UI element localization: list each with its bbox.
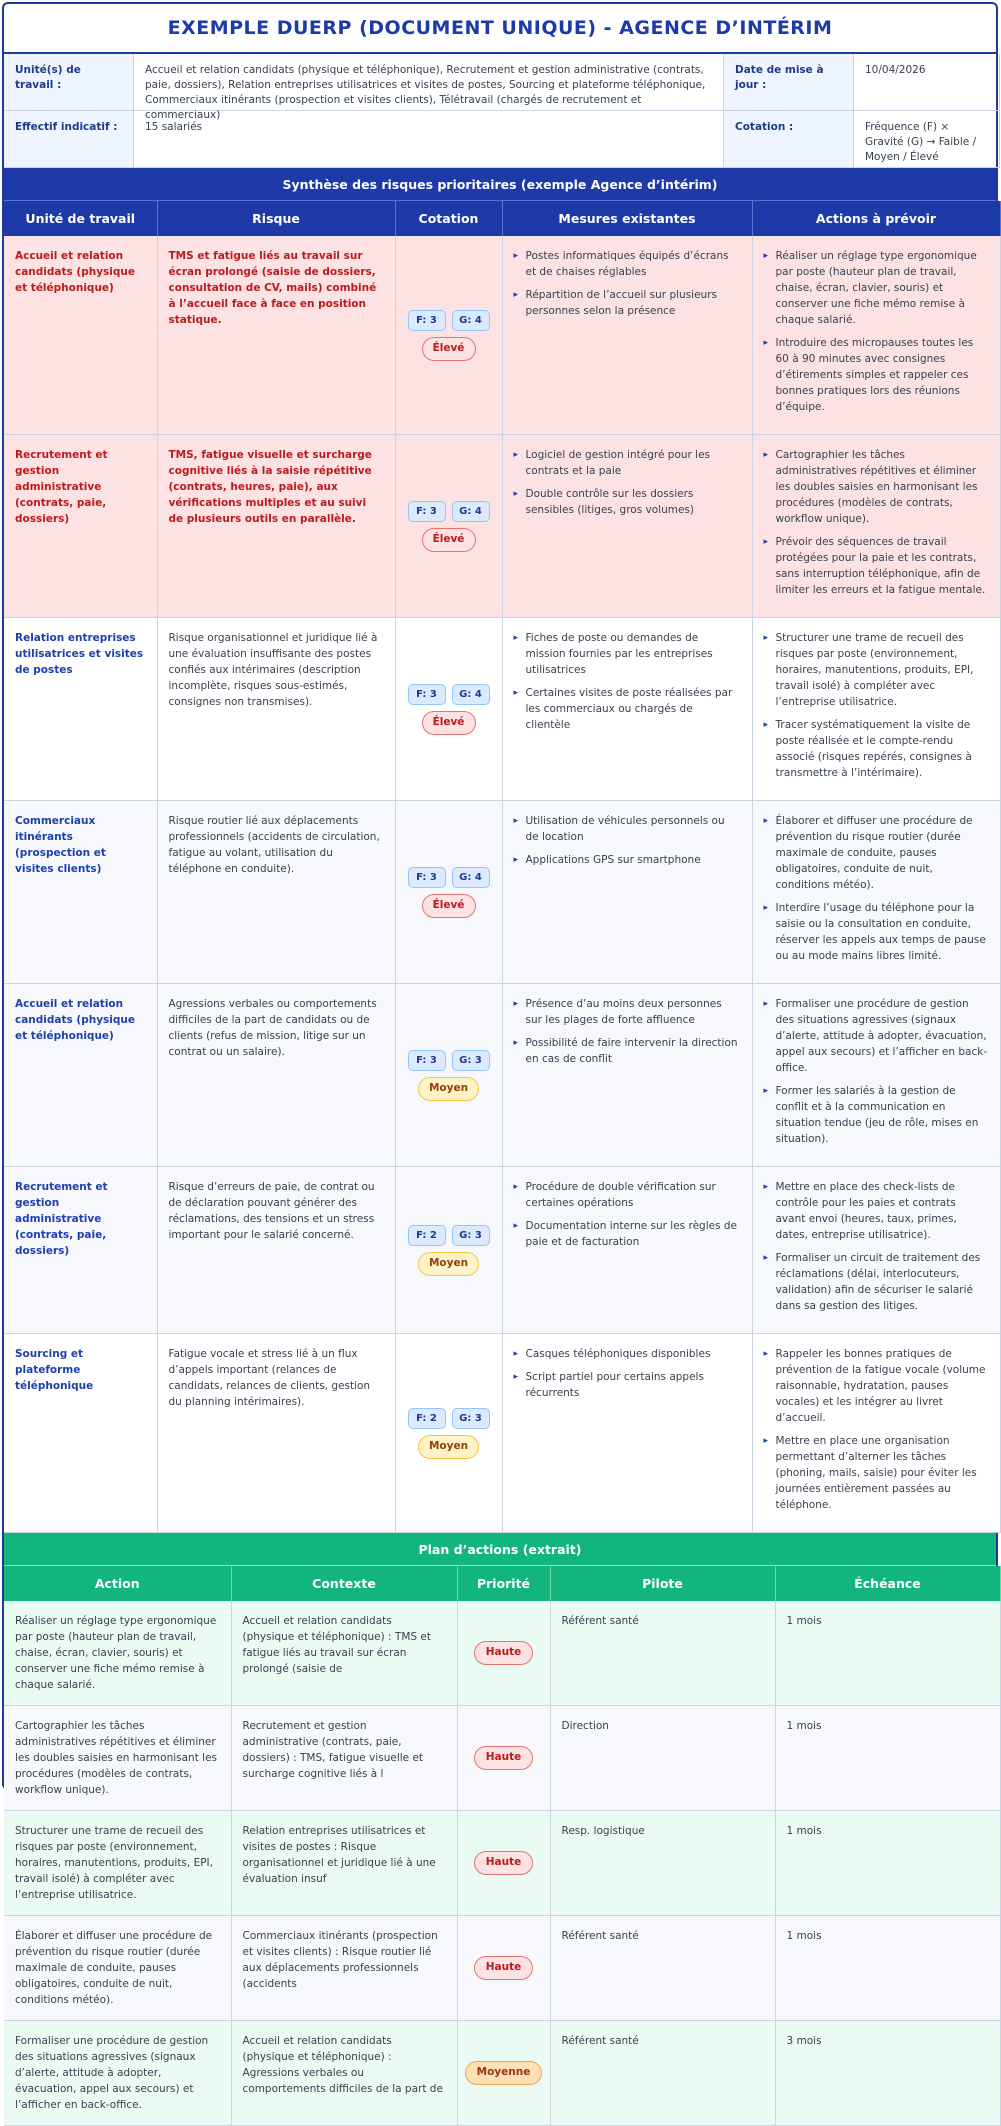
actions-list bbox=[764, 996, 989, 1147]
action-row bbox=[4, 1811, 1000, 1916]
cotation-value: Fréquence (F) × Gravité (G) → Faible / Moyen / Élevé bbox=[854, 111, 1000, 168]
risks-table bbox=[4, 201, 1001, 1533]
priority-badge: Moyenne bbox=[465, 2061, 543, 2085]
cotation-chips bbox=[402, 684, 496, 705]
action-row bbox=[4, 2021, 1000, 2126]
measure-item: ▸ Procédure de double vérification sur certaines opérations bbox=[514, 1179, 741, 1211]
action-cell: Élaborer et diffuser une procédure de prévention du risque routier (durée maximale de conduite, pauses obligatoires, conduite de nuit, conditions météo). bbox=[4, 1916, 231, 2021]
measure-item: ▸ Possibilité de faire intervenir la direction en cas de conflit bbox=[514, 1035, 741, 1067]
action-item: ▸ Structurer une trame de recueil des risques par poste (environnement, horaires, manutentions, produits, EPI, travail isolé) à compléter avec l’entreprise utilisatrice. bbox=[764, 630, 989, 710]
actions-cell bbox=[752, 236, 1000, 435]
measures-cell bbox=[502, 435, 752, 618]
actions-cell bbox=[752, 984, 1000, 1167]
measures-list bbox=[514, 248, 741, 319]
frequency-chip: F: 3 bbox=[408, 867, 446, 888]
measures-list bbox=[514, 996, 741, 1067]
column-header: Unité de travail bbox=[4, 201, 157, 236]
cotation-cell bbox=[395, 801, 502, 984]
risk-text: TMS, fatigue visuelle et surcharge cognitive liés à la saisie répétitive (contrats, heures, paie), aux vérifications multiples et au suivi de plusieurs outils en parallèle. bbox=[168, 449, 372, 525]
frequency-chip: F: 2 bbox=[408, 1225, 446, 1246]
unit-cell bbox=[4, 1167, 157, 1334]
unit-text: Accueil et relation candidats (physique et téléphonique) bbox=[15, 250, 136, 294]
frequency-chip: F: 3 bbox=[408, 684, 446, 705]
unit-cell bbox=[4, 801, 157, 984]
measure-item: ▸ Double contrôle sur les dossiers sensibles (litiges, gros volumes) bbox=[514, 486, 741, 518]
action-row bbox=[4, 1601, 1000, 1706]
gravity-chip: G: 4 bbox=[452, 684, 490, 705]
unit-text: Recrutement et gestion administrative (contrats, paie, dossiers) bbox=[15, 449, 108, 525]
risk-cell bbox=[157, 984, 395, 1167]
action-item: ▸ Élaborer et diffuser une procédure de prévention du risque routier (durée maximale de conduite, pauses obligatoires, conduite de nuit, conditions météo). bbox=[764, 813, 989, 893]
measure-item: ▸ Postes informatiques équipés d’écrans et de chaises réglables bbox=[514, 248, 741, 280]
risk-row bbox=[4, 618, 1000, 801]
due-cell: 1 mois bbox=[775, 1706, 1000, 1811]
action-cell: Structurer une trame de recueil des risques par poste (environnement, horaires, manutentions, produits, EPI, travail isolé) à compléter avec l’entreprise utilisatrice. bbox=[4, 1811, 231, 1916]
actions-list bbox=[764, 447, 989, 598]
risk-row bbox=[4, 1167, 1000, 1334]
action-item: ▸ Cartographier les tâches administratives répétitives et éliminer les doubles saisies en harmonisant les procédures (modèles de contrats, workflow unique). bbox=[764, 447, 989, 527]
risk-text: Fatigue vocale et stress lié à un flux d’appels important (relances de candidats, relances de clients, gestion du planning intérimaires). bbox=[168, 1348, 371, 1408]
actions-cell bbox=[752, 801, 1000, 984]
pilot-cell: Référent santé bbox=[550, 1601, 775, 1706]
risk-level-badge: Élevé bbox=[422, 337, 476, 361]
cotation-cell bbox=[395, 435, 502, 618]
gravity-chip: G: 3 bbox=[452, 1408, 490, 1429]
measures-cell bbox=[502, 236, 752, 435]
units-label: Unité(s) de travail : bbox=[4, 54, 134, 111]
due-cell: 3 mois bbox=[775, 2021, 1000, 2126]
column-header: Risque bbox=[157, 201, 395, 236]
cotation-cell bbox=[395, 618, 502, 801]
measures-list bbox=[514, 813, 741, 868]
risk-row bbox=[4, 435, 1000, 618]
action-item: ▸ Formaliser un circuit de traitement des réclamations (délai, interlocuteurs, validation) afin de sécuriser le salarié dans sa gestion des litiges. bbox=[764, 1250, 989, 1314]
action-item: ▸ Réaliser un réglage type ergonomique par poste (hauteur plan de travail, chaise, écran, clavier, souris) et conserver une fiche mémo remise à chaque salarié. bbox=[764, 248, 989, 328]
unit-text: Sourcing et plateforme téléphonique bbox=[15, 1348, 94, 1392]
actions-list bbox=[764, 1346, 989, 1513]
measure-item: ▸ Documentation interne sur les règles de paie et de facturation bbox=[514, 1218, 741, 1250]
units-value: Accueil et relation candidats (physique et téléphonique), Recrutement et gestion administrative (contrats, paie, dossiers), Relation entreprises utilisatrices et visites de postes, Sourcing et plateforme téléphonique, Commerciaux itinérants (prospection et visites clients), Télétravail (chargés de recrutement et commerciaux) bbox=[134, 54, 724, 111]
actions-table-header bbox=[4, 1566, 1000, 1601]
risk-level-badge: Moyen bbox=[418, 1077, 479, 1101]
context-cell: Relation entreprises utilisatrices et visites de postes : Risque organisationnel et juridique lié à une évaluation insuf bbox=[231, 1811, 457, 1916]
cotation-chips bbox=[402, 310, 496, 331]
actions-list bbox=[764, 813, 989, 964]
unit-text: Commerciaux itinérants (prospection et visites clients) bbox=[15, 815, 106, 875]
cotation-chips bbox=[402, 1050, 496, 1071]
action-item: ▸ Former les salariés à la gestion de conflit et à la communication en situation tendue (jeu de rôle, mises en situation). bbox=[764, 1083, 989, 1147]
actions-section-title: Plan d’actions (extrait) bbox=[4, 1533, 996, 1566]
measure-item: ▸ Script partiel pour certains appels récurrents bbox=[514, 1369, 741, 1401]
risk-row bbox=[4, 801, 1000, 984]
frequency-chip: F: 3 bbox=[408, 501, 446, 522]
cotation-chips bbox=[402, 1408, 496, 1429]
context-cell: Accueil et relation candidats (physique et téléphonique) : Agressions verbales ou comportements difficiles de la part de bbox=[231, 2021, 457, 2126]
priority-badge: Haute bbox=[474, 1641, 534, 1665]
frequency-chip: F: 3 bbox=[408, 1050, 446, 1071]
risk-text: TMS et fatigue liés au travail sur écran prolongé (saisie de dossiers, consultation de CV, mails) combiné à l’accueil face à face en position statique. bbox=[168, 250, 377, 326]
column-header: Cotation bbox=[395, 201, 502, 236]
gravity-chip: G: 3 bbox=[452, 1225, 490, 1246]
measures-cell bbox=[502, 1334, 752, 1533]
actions-list bbox=[764, 1179, 989, 1314]
risks-table-header bbox=[4, 201, 1000, 236]
actions-cell bbox=[752, 618, 1000, 801]
measure-item: ▸ Présence d’au moins deux personnes sur les plages de forte affluence bbox=[514, 996, 741, 1028]
measure-item: ▸ Applications GPS sur smartphone bbox=[514, 852, 741, 868]
context-cell: Recrutement et gestion administrative (contrats, paie, dossiers) : TMS, fatigue visuelle et surcharge cognitive liés à l bbox=[231, 1706, 457, 1811]
action-item: ▸ Rappeler les bonnes pratiques de prévention de la fatigue vocale (volume raisonnable, hydratation, pauses vocales) et les intégrer au livret d’accueil. bbox=[764, 1346, 989, 1426]
pilot-cell: Référent santé bbox=[550, 2021, 775, 2126]
risk-text: Risque organisationnel et juridique lié à une évaluation insuffisante des postes confiés aux intérimaires (description incomplète, risques sous-estimés, consignes non transmises). bbox=[168, 632, 378, 708]
risk-text: Agressions verbales ou comportements difficiles de la part de candidats ou de clients (refus de mission, litige sur un contrat ou un salaire). bbox=[168, 998, 377, 1058]
actions-list bbox=[764, 630, 989, 781]
measures-cell bbox=[502, 1167, 752, 1334]
gravity-chip: G: 4 bbox=[452, 501, 490, 522]
gravity-chip: G: 4 bbox=[452, 867, 490, 888]
action-cell: Réaliser un réglage type ergonomique par poste (hauteur plan de travail, chaise, écran, clavier, souris) et conserver une fiche mémo remise à chaque salarié. bbox=[4, 1601, 231, 1706]
actions-table bbox=[4, 1566, 1001, 2126]
column-header: Pilote bbox=[550, 1566, 775, 1601]
duerp-document bbox=[2, 2, 998, 2111]
risk-cell bbox=[157, 236, 395, 435]
measure-item: ▸ Logiciel de gestion intégré pour les contrats et la paie bbox=[514, 447, 741, 479]
info-block bbox=[4, 54, 996, 168]
measures-list bbox=[514, 1346, 741, 1401]
measure-item: ▸ Certaines visites de poste réalisées par les commerciaux ou chargés de clientèle bbox=[514, 685, 741, 733]
effectif-label: Effectif indicatif : bbox=[4, 111, 134, 168]
action-row bbox=[4, 1916, 1000, 2021]
measures-list bbox=[514, 1179, 741, 1250]
risk-cell bbox=[157, 1167, 395, 1334]
action-item: ▸ Formaliser une procédure de gestion des situations agressives (signaux d’alerte, attitude à adopter, évacuation, appel aux secours) et l’afficher en back-office. bbox=[764, 996, 989, 1076]
cotation-label: Cotation : bbox=[724, 111, 854, 168]
action-row bbox=[4, 1706, 1000, 1811]
risks-section-title: Synthèse des risques prioritaires (exemple Agence d’intérim) bbox=[4, 168, 996, 201]
action-cell: Cartographier les tâches administratives répétitives et éliminer les doubles saisies en harmonisant les procédures (modèles de contrats, workflow unique). bbox=[4, 1706, 231, 1811]
context-cell: Commerciaux itinérants (prospection et visites clients) : Risque routier lié aux déplacements professionnels (accidents bbox=[231, 1916, 457, 2021]
actions-cell bbox=[752, 1334, 1000, 1533]
actions-cell bbox=[752, 435, 1000, 618]
unit-cell bbox=[4, 435, 157, 618]
cotation-chips bbox=[402, 1225, 496, 1246]
cotation-cell bbox=[395, 236, 502, 435]
due-cell: 1 mois bbox=[775, 1601, 1000, 1706]
unit-cell bbox=[4, 236, 157, 435]
risk-level-badge: Élevé bbox=[422, 528, 476, 552]
gravity-chip: G: 3 bbox=[452, 1050, 490, 1071]
document-title: EXEMPLE DUERP (DOCUMENT UNIQUE) - AGENCE D’INTÉRIM bbox=[4, 4, 996, 54]
due-cell: 1 mois bbox=[775, 1916, 1000, 2021]
cotation-cell bbox=[395, 984, 502, 1167]
action-item: ▸ Mettre en place une organisation permettant d’alterner les tâches (phoning, mails, saisie) pour éviter les journées entièrement passées au téléphone. bbox=[764, 1433, 989, 1513]
priority-cell bbox=[457, 1706, 550, 1811]
unit-text: Recrutement et gestion administrative (contrats, paie, dossiers) bbox=[15, 1181, 108, 1257]
column-header: Échéance bbox=[775, 1566, 1000, 1601]
risk-level-badge: Moyen bbox=[418, 1252, 479, 1276]
risk-row bbox=[4, 984, 1000, 1167]
pilot-cell: Référent santé bbox=[550, 1916, 775, 2021]
risk-level-badge: Élevé bbox=[422, 711, 476, 735]
cotation-cell bbox=[395, 1334, 502, 1533]
risk-row bbox=[4, 1334, 1000, 1533]
measures-list bbox=[514, 630, 741, 733]
priority-cell bbox=[457, 1916, 550, 2021]
column-header: Actions à prévoir bbox=[752, 201, 1000, 236]
pilot-cell: Direction bbox=[550, 1706, 775, 1811]
priority-cell bbox=[457, 2021, 550, 2126]
due-cell: 1 mois bbox=[775, 1811, 1000, 1916]
measure-item: ▸ Fiches de poste ou demandes de mission fournies par les entreprises utilisatrices bbox=[514, 630, 741, 678]
measure-item: ▸ Répartition de l’accueil sur plusieurs personnes selon la présence bbox=[514, 287, 741, 319]
priority-badge: Haute bbox=[474, 1956, 534, 1980]
action-item: ▸ Interdire l’usage du téléphone pour la saisie ou la consultation en conduite, réserver les appels aux temps de pause ou au mode mains libres limité. bbox=[764, 900, 989, 964]
date-value: 10/04/2026 bbox=[854, 54, 1000, 111]
priority-cell bbox=[457, 1811, 550, 1916]
measures-cell bbox=[502, 801, 752, 984]
unit-cell bbox=[4, 1334, 157, 1533]
column-header: Action bbox=[4, 1566, 231, 1601]
priority-cell bbox=[457, 1601, 550, 1706]
risk-cell bbox=[157, 1334, 395, 1533]
gravity-chip: G: 4 bbox=[452, 310, 490, 331]
column-header: Priorité bbox=[457, 1566, 550, 1601]
measures-list bbox=[514, 447, 741, 518]
measures-cell bbox=[502, 984, 752, 1167]
date-label: Date de mise à jour : bbox=[724, 54, 854, 111]
risk-level-badge: Moyen bbox=[418, 1435, 479, 1459]
effectif-value: 15 salariés bbox=[134, 111, 724, 168]
actions-list bbox=[764, 248, 989, 415]
cotation-chips bbox=[402, 867, 496, 888]
actions-cell bbox=[752, 1167, 1000, 1334]
risk-cell bbox=[157, 801, 395, 984]
pilot-cell: Resp. logistique bbox=[550, 1811, 775, 1916]
cotation-chips bbox=[402, 501, 496, 522]
action-item: ▸ Tracer systématiquement la visite de poste réalisée et le compte-rendu associé (risques repérés, consignes à transmettre à l’intérimaire). bbox=[764, 717, 989, 781]
unit-text: Accueil et relation candidats (physique et téléphonique) bbox=[15, 998, 136, 1042]
unit-cell bbox=[4, 984, 157, 1167]
action-item: ▸ Introduire des micropauses toutes les 60 à 90 minutes avec consignes d’étirements simples et rappeler ces bonnes pratiques lors des réunions d’équipe. bbox=[764, 335, 989, 415]
priority-badge: Haute bbox=[474, 1851, 534, 1875]
risk-text: Risque routier lié aux déplacements professionnels (accidents de circulation, fatigue au volant, utilisation du téléphone en conduite). bbox=[168, 815, 380, 875]
priority-badge: Haute bbox=[474, 1746, 534, 1770]
risk-cell bbox=[157, 435, 395, 618]
unit-cell bbox=[4, 618, 157, 801]
frequency-chip: F: 3 bbox=[408, 310, 446, 331]
risk-level-badge: Élevé bbox=[422, 894, 476, 918]
unit-text: Relation entreprises utilisatrices et visites de postes bbox=[15, 632, 144, 676]
context-cell: Accueil et relation candidats (physique et téléphonique) : TMS et fatigue liés au travail sur écran prolongé (saisie de bbox=[231, 1601, 457, 1706]
measures-cell bbox=[502, 618, 752, 801]
column-header: Contexte bbox=[231, 1566, 457, 1601]
column-header: Mesures existantes bbox=[502, 201, 752, 236]
risk-cell bbox=[157, 618, 395, 801]
risk-text: Risque d’erreurs de paie, de contrat ou de déclaration pouvant générer des réclamations, des tensions et un stress important pour le salarié concerné. bbox=[168, 1181, 375, 1241]
measure-item: ▸ Casques téléphoniques disponibles bbox=[514, 1346, 741, 1362]
action-item: ▸ Prévoir des séquences de travail protégées pour la paie et les contrats, sans interruption téléphonique, afin de limiter les erreurs et la fatigue mentale. bbox=[764, 534, 989, 598]
frequency-chip: F: 2 bbox=[408, 1408, 446, 1429]
cotation-cell bbox=[395, 1167, 502, 1334]
action-cell: Formaliser une procédure de gestion des situations agressives (signaux d’alerte, attitude à adopter, évacuation, appel aux secours) et l’afficher en back-office. bbox=[4, 2021, 231, 2126]
action-item: ▸ Mettre en place des check-lists de contrôle pour les paies et contrats avant envoi (heures, taux, primes, dates, entreprise utilisatrice). bbox=[764, 1179, 989, 1243]
risk-row bbox=[4, 236, 1000, 435]
measure-item: ▸ Utilisation de véhicules personnels ou de location bbox=[514, 813, 741, 845]
